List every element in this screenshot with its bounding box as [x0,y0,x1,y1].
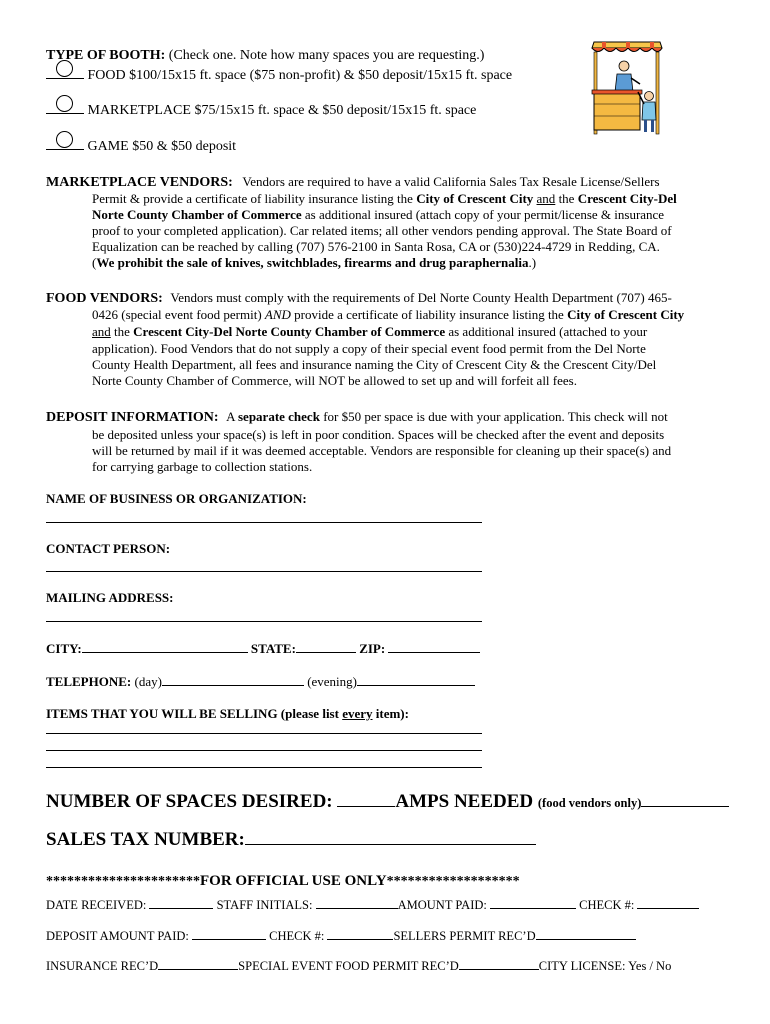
deposit-line-3: will be returned by mail if it was deemed acceptable. Vendors are responsible for cleaning up their space(s) and [92,443,672,458]
food-space-count-blank[interactable] [46,66,84,79]
marketplace-text: Vendors are required to have a valid California Sales Tax Resale License/Sellers [242,174,660,189]
marketplace-bold-text: Crescent City-Del [577,191,677,206]
spaces-desired-field[interactable] [337,790,395,807]
contact-person-field[interactable] [46,571,482,572]
food-line-2 [92,307,684,323]
city-label: CITY: [46,641,82,656]
telephone-evening-field[interactable] [357,673,475,686]
food-permit-received-label: SPECIAL EVENT FOOD PERMIT REC’D [238,959,459,973]
items-label [46,706,409,722]
marketplace-line-4: proof to your completed application). Car related items; all other vendors pending approval. The State Board of [92,223,672,238]
telephone-day-field[interactable] [162,673,304,686]
deposit-text: A [226,409,238,424]
items-label-text: item): [372,706,409,721]
mailing-address-label [46,590,174,606]
marketplace-line-5: Equalization can be reached by calling (707) 576-2100 in Santa Rosa, CA or (530)224-4729 in Redding, CA. [92,239,660,254]
official-use-heading [46,873,520,890]
food-text: 0426 (special event food permit) [92,307,265,322]
telephone-evening-label: (evening) [307,674,357,689]
city-field[interactable] [82,640,248,653]
contact-person-label-text: CONTACT PERSON: [46,541,171,556]
food-radio[interactable] [56,60,73,77]
items-field-line-2[interactable] [46,750,482,751]
marketplace-radio[interactable] [56,95,73,112]
marketplace-bold-text: City of Crescent City [416,191,534,206]
booth-type-heading-line [46,48,484,64]
sellers-permit-label: SELLERS PERMIT REC’D [393,929,536,943]
marketplace-heading: MARKETPLACE VENDORS: [46,175,233,190]
food-line-1 [46,290,672,307]
food-text: as additional insured (attached to your [445,324,648,339]
contact-person-label [46,541,170,557]
marketplace-text: Permit & provide a certificate of liability insurance listing the [92,191,417,206]
game-space-count-blank[interactable] [46,137,84,150]
booth-type-note: (Check one. Note how many spaces you are requesting.) [168,48,485,63]
booth-type-heading: TYPE OF BOOTH: [46,48,166,63]
food-heading: FOOD VENDORS: [46,291,163,306]
marketplace-bold-text: Norte County Chamber of Commerce [92,207,302,222]
deposit-amount-label: DEPOSIT AMOUNT PAID: [46,929,189,943]
deposit-line-2: be deposited unless your space(s) is left in poor condition. Spaces will be checked after the event and deposits [92,427,665,442]
business-name-label-text: NAME OF BUSINESS OR ORGANIZATION: [46,491,307,506]
marketplace-underline-text: and [536,191,556,206]
vendor-booth-illustration [588,38,666,138]
official-row-1 [46,896,699,913]
amps-needed-label: AMPS NEEDED [395,791,534,812]
deposit-heading: DEPOSIT INFORMATION: [46,410,219,425]
date-received-label: DATE RECEIVED: [46,898,147,912]
official-row-2 [46,927,636,944]
official-asterisks-left: ********************** [46,874,200,889]
official-asterisks-right: ******************* [386,874,520,889]
marketplace-line-1 [46,174,660,191]
sales-tax-label: SALES TAX NUMBER: [46,829,245,850]
booth-option-game[interactable] [46,137,236,155]
food-bold-text: Crescent City-Del Norte County Chamber of Commerce [133,324,446,339]
telephone-row [46,673,475,690]
sales-tax-field[interactable] [245,828,536,845]
insurance-received-label: INSURANCE REC’D [46,959,159,973]
city-license-label: CITY LICENSE: Yes / No [538,959,672,973]
state-field[interactable] [296,640,356,653]
marketplace-text: the [558,191,578,206]
deposit-line-4: for carrying garbage to collection stations. [92,459,313,474]
booth-option-marketplace[interactable] [46,101,476,119]
booth-option-food[interactable] [46,66,512,84]
amps-needed-note: (food vendors only) [537,796,642,810]
food-permit-received-field[interactable] [459,957,539,970]
check-number-field[interactable] [637,896,699,909]
marketplace-option-label: MARKETPLACE $75/15x15 ft. space & $50 deposit/15x15 ft. space [87,103,477,118]
food-option-label: FOOD $100/15x15 ft. space ($75 non-profit) & $50 deposit/15x15 ft. space [87,68,513,83]
deposit-amount-field[interactable] [192,927,266,940]
amount-paid-label: AMOUNT PAID: [397,898,487,912]
food-italic-text: AND [264,307,291,322]
items-label-text: ITEMS THAT YOU WILL BE SELLING (please list [46,706,343,721]
zip-label: ZIP: [359,641,386,656]
official-use-title: FOR OFFICIAL USE ONLY [200,873,387,889]
mailing-address-field[interactable] [46,621,482,622]
prohibited-items-notice: We prohibit the sale of knives, switchblades, firearms and drug paraphernalia [96,255,529,270]
items-label-emphasis: every [342,706,373,721]
marketplace-line-3 [92,207,664,223]
telephone-day-label: (day) [134,674,162,689]
food-line-4: application). Food Vendors that do not supply a copy of their special event food permit from the Del Norte [92,341,646,356]
business-name-field[interactable] [46,522,482,523]
insurance-received-field[interactable] [158,957,238,970]
items-field-line-1[interactable] [46,733,482,734]
marketplace-space-count-blank[interactable] [46,101,84,114]
deposit-check-number-label: CHECK #: [269,929,325,943]
marketplace-text: as additional insured (attach copy of your permit/license & insurance [301,207,665,222]
city-state-zip-row [46,640,480,657]
state-label: STATE: [250,641,296,656]
items-field-line-3[interactable] [46,767,482,768]
food-underline-text: and [92,324,111,339]
food-text: Vendors must comply with the requirements of Del Norte County Health Department (707) 465- [170,290,672,305]
food-text: the [110,324,134,339]
date-received-field[interactable] [149,896,213,909]
food-line-3 [92,324,647,340]
check-number-label: CHECK #: [579,898,635,912]
zip-field[interactable] [388,640,480,653]
official-row-3 [46,957,671,974]
food-bold-text: City of Crescent City [567,307,685,322]
mailing-address-label-text: MAILING ADDRESS: [46,590,174,605]
spaces-desired-label: NUMBER OF SPACES DESIRED: [46,791,333,812]
food-line-6: Norte County Chamber of Commerce, will NOT be allowed to set up and will forfeit all fees. [92,373,577,388]
game-option-label: GAME $50 & $50 deposit [87,139,237,154]
food-line-5: County Health Department, all fees and insurance naming the City of Crescent City & the Crescent City/Del [92,357,657,372]
deposit-bold-text: separate check [237,409,320,424]
business-name-label [46,491,307,507]
marketplace-line-6 [92,255,536,271]
staff-initials-field[interactable] [316,896,398,909]
amount-paid-field[interactable] [490,896,576,909]
marketplace-text: .) [528,255,537,270]
staff-initials-label: STAFF INITIALS: [216,898,313,912]
telephone-label: TELEPHONE: [46,674,132,689]
game-radio[interactable] [56,131,73,148]
spaces-amps-row [46,790,729,813]
deposit-line-1 [46,409,668,426]
deposit-check-number-field[interactable] [327,927,393,940]
amps-needed-field[interactable] [641,794,729,807]
deposit-text: for $50 per space is due with your application. This check will not [319,409,668,424]
marketplace-line-2 [92,191,677,207]
sellers-permit-field[interactable] [536,927,636,940]
food-text: provide a certificate of liability insurance listing the [290,307,568,322]
marketplace-text: ( [92,255,97,270]
sales-tax-row [46,828,536,851]
